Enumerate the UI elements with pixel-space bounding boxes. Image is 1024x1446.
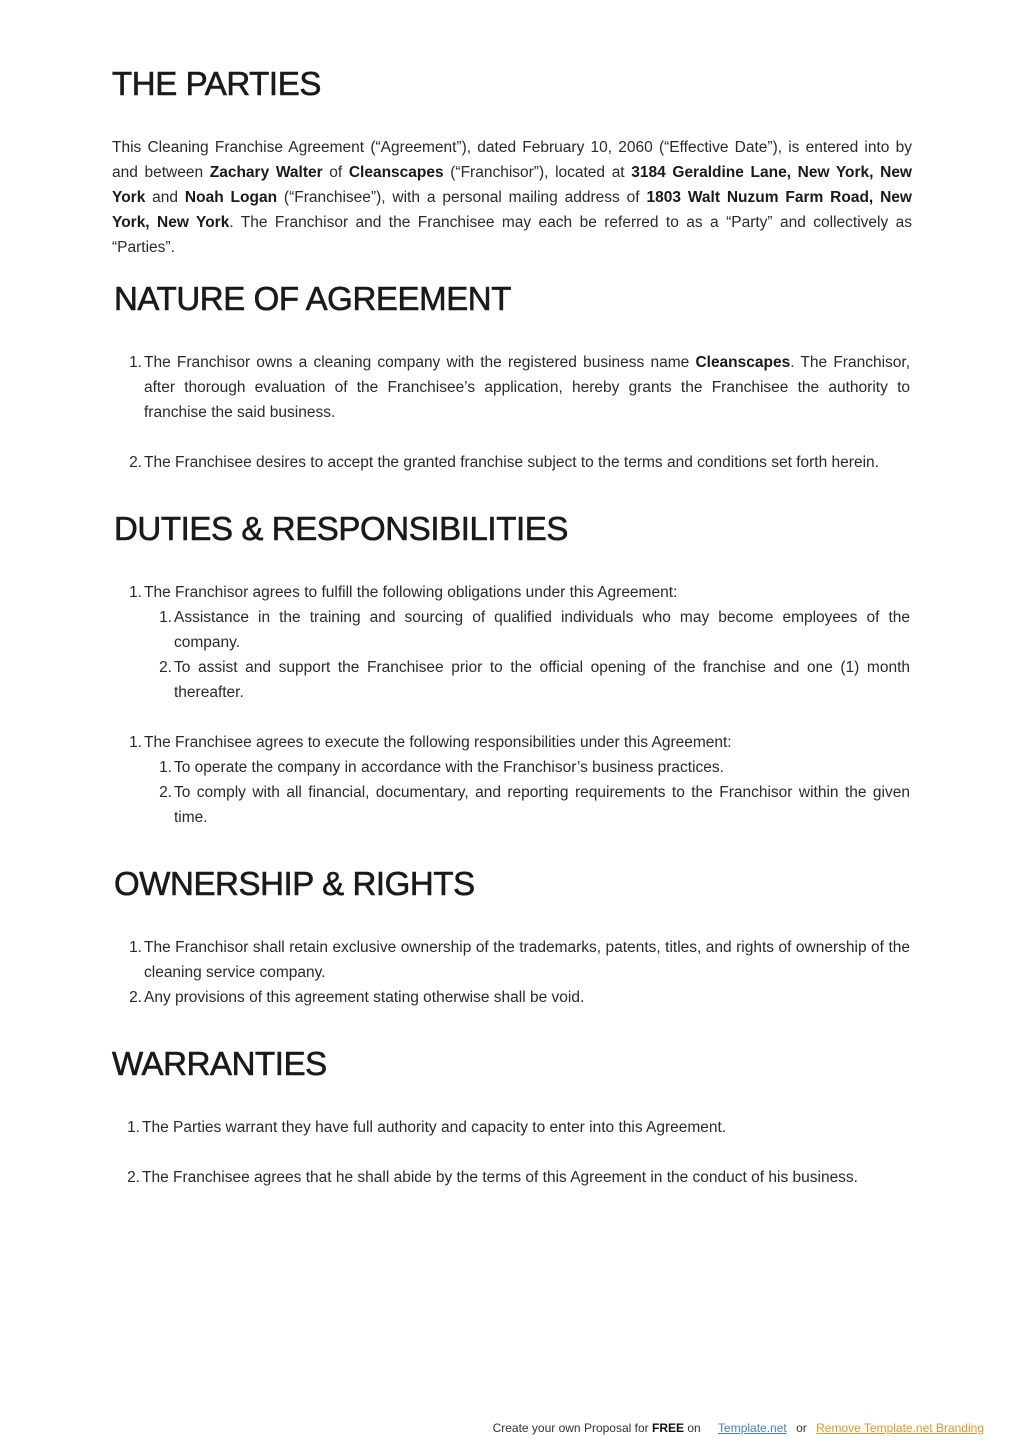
franchisor-intro-text: The Franchisor agrees to fulfill the following obligations under this Agreement: [144, 584, 678, 601]
franchisee-intro-text: The Franchisee agrees to execute the following responsibilities under this Agreement: [144, 734, 732, 751]
list-number: 2. [129, 989, 142, 1006]
franchisor-obligation-2-text: To assist and support the Franchisee prior to the official opening of the franchise and one (1) month thereafter. [174, 659, 910, 701]
heading-warranties: WARRANTIES [112, 1045, 327, 1082]
warranty-2-text: The Franchisee agrees that he shall abide by the terms of this Agreement in the conduct of his business. [142, 1169, 858, 1186]
parties-text-3: (“Franchisor”), located at [443, 164, 632, 181]
heading-ownership-rights: OWNERSHIP & RIGHTS [114, 865, 475, 902]
franchisee-name: Noah Logan [184, 189, 278, 206]
list-item-franchisor-obligations [129, 580, 910, 605]
franchisor-obligation-1-text: Assistance in the training and sourcing of qualified individuals who may become employees of the company. [174, 609, 910, 651]
parties-paragraph [112, 135, 912, 260]
parties-text-6: . The Franchisor and the Franchisee may each be referred to as a “Party” and collectively as “Parties”. [112, 214, 912, 256]
list-item-nature-2 [129, 450, 910, 475]
franchisee-address: 1803 Walt Nuzum Farm Road, New York, New York [112, 189, 912, 231]
list-item-franchisor-obligation-2 [159, 655, 910, 705]
list-number: 2. [129, 454, 142, 471]
heading-the-parties: THE PARTIES [112, 65, 321, 102]
list-item-franchisee-responsibility-1 [159, 755, 910, 780]
ownership-1-text: The Franchisor shall retain exclusive ownership of the trademarks, patents, titles, and rights of ownership of the cleaning service company. [144, 939, 910, 981]
list-number: 1. [127, 1119, 140, 1136]
franchisor-address: 3184 Geraldine Lane, New York, New York [112, 164, 912, 206]
list-item-franchisee-responsibility-2 [159, 780, 910, 830]
list-number: 1. [129, 939, 142, 956]
nature-item1-text-b: . The Franchisor, after thorough evaluation of the Franchisee’s application, hereby grants the Franchisee the authority to franchise the said business. [144, 354, 911, 421]
list-number: 2. [127, 1169, 140, 1186]
list-item-franchisor-obligation-1 [159, 605, 910, 655]
list-item-warranty-1 [127, 1115, 910, 1140]
parties-text-1: This Cleaning Franchise Agreement (“Agreement”), dated February 10, 2060 (“Effective Date”), is entered into by and between [112, 139, 912, 181]
remove-branding-link[interactable]: Remove Template.net Branding [816, 1421, 984, 1435]
ownership-2-text: Any provisions of this agreement stating otherwise shall be void. [144, 989, 585, 1006]
list-number: 1. [129, 354, 142, 371]
footer-on: on [684, 1421, 701, 1435]
parties-text-2: of [322, 164, 349, 181]
warranty-1-text: The Parties warrant they have full authority and capacity to enter into this Agreement. [142, 1119, 727, 1136]
footer-prefix: Create your own Proposal for [492, 1421, 652, 1435]
footer-or: or [796, 1421, 807, 1435]
list-item-franchisee-responsibilities [129, 730, 910, 755]
nature-item1-text-a: The Franchisor owns a cleaning company with the registered business name [144, 354, 696, 371]
parties-text-5: (“Franchisee”), with a personal mailing address of [277, 189, 647, 206]
list-number: 1. [129, 734, 142, 751]
heading-nature-of-agreement: NATURE OF AGREEMENT [114, 280, 511, 317]
list-item-ownership-1 [129, 935, 910, 985]
footer-branding [493, 1419, 984, 1437]
list-item-nature-1 [129, 350, 911, 425]
list-item-warranty-2 [127, 1165, 910, 1190]
list-number: 1. [159, 759, 172, 776]
template-net-link[interactable]: Template.net [718, 1421, 787, 1435]
list-number: 2. [159, 659, 172, 676]
nature-item1-company: Cleanscapes [695, 354, 791, 371]
list-number: 1. [159, 609, 172, 626]
heading-duties-responsibilities: DUTIES & RESPONSIBILITIES [114, 510, 568, 547]
nature-item2-text: The Franchisee desires to accept the granted franchise subject to the terms and conditions set forth herein. [144, 454, 879, 471]
franchisor-name: Zachary Walter [209, 164, 323, 181]
company-name: Cleanscapes [348, 164, 444, 181]
list-number: 1. [129, 584, 142, 601]
list-item-ownership-2 [129, 985, 910, 1010]
franchisee-responsibility-1-text: To operate the company in accordance with the Franchisor’s business practices. [174, 759, 724, 776]
parties-text-4: and [145, 189, 185, 206]
list-number: 2. [159, 784, 172, 801]
footer-free: FREE [651, 1421, 684, 1435]
franchisee-responsibility-2-text: To comply with all financial, documentary, and reporting requirements to the Franchisor within the given time. [174, 784, 910, 826]
